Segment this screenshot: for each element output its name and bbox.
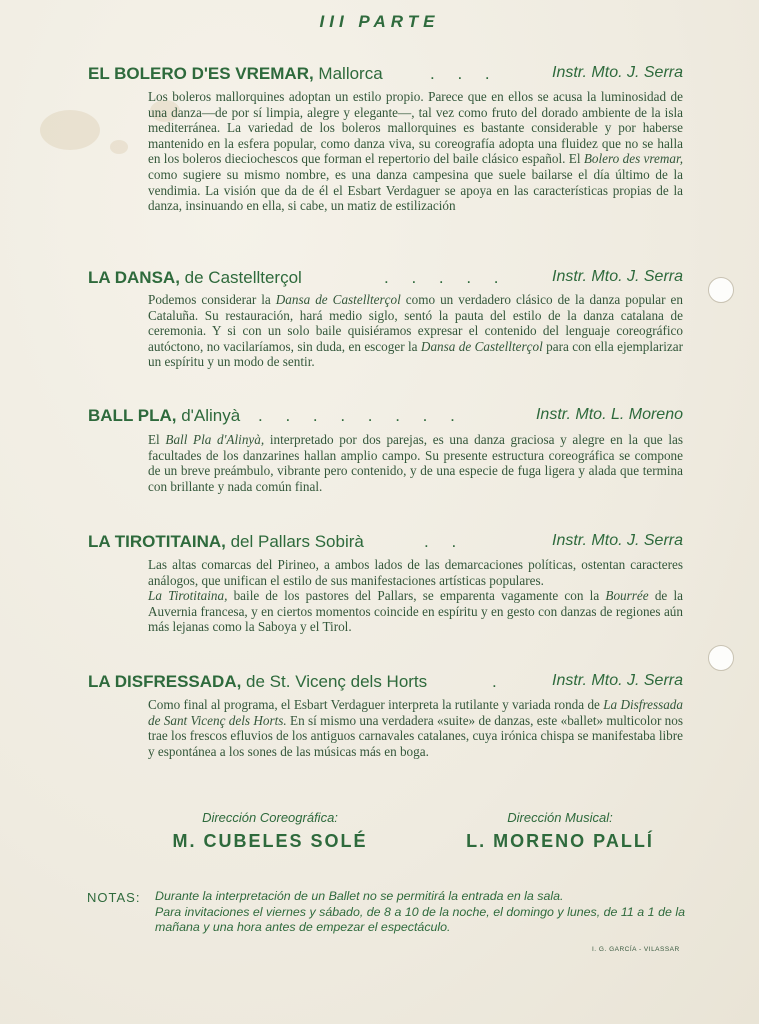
piece-description: [148, 89, 683, 214]
paper-stain: [110, 140, 128, 154]
music-direction-label: Dirección Musical:: [507, 810, 613, 825]
text-run: como un verdadero clásico de la danza popular en Cataluña. Su restauración, hará medio siglo, sentó la pauta del estilo de la danza catalana de ceremonia. Y si con un solo baile quisiéramos expresar el contenido del lenguaje coreográfico autóctono, no vacilaríamos, sin duda, en escoger la: [148, 292, 683, 354]
piece-instructor: Instr. Mto. J. Serra: [552, 672, 683, 689]
piece-instructor: Instr. Mto. L. Moreno: [535, 406, 683, 423]
text-run: baile de los pastores del Pallars, se emparenta vagamente con la: [227, 588, 606, 604]
piece-heading: [88, 406, 683, 430]
text-run: Podemos considerar la: [148, 292, 276, 307]
piece-title-bold: EL BOLERO D'ES VREMAR,: [88, 64, 314, 83]
italic-run: Dansa de Castellterçol: [275, 292, 401, 307]
punch-hole-top: [708, 277, 734, 303]
piece-title-bold: LA DANSA,: [88, 268, 180, 287]
italic-run: Bourrée: [605, 588, 649, 604]
piece-title-bold: BALL PLA,: [88, 406, 177, 425]
piece-instructor: Instr. Mto. J. Serra: [552, 532, 683, 549]
leader-dots: . . .: [430, 64, 499, 83]
piece-title: [88, 672, 427, 692]
piece-title-rest: Mallorca: [313, 64, 383, 83]
text-run: interpretado por dos parejas, es una danza graciosa y alegre en la que las facultades de los danzarines hallan amplio campo. Su presente estructura coreográfica se compone de un breve preámbulo, vibrante pero contenido, y de una especie de fuga ligera y alada que termina con brillante y nada común final.: [148, 432, 683, 494]
notes-line: Para invitaciones el viernes y sábado, de 8 a 10 de la noche, el domingo y lunes, de 11 a 1 de la mañana y una hora antes de empezar el espectáculo.: [155, 904, 685, 934]
text-run: para con ella ejemplarizar un espíritu y un modo de sentir.: [148, 338, 683, 370]
piece-heading: [88, 64, 683, 88]
text-run: Como final al programa, el Esbart Verdaguer interpreta la rutilante y variada ronda de: [148, 697, 604, 712]
choreography-director-name: M. CUBELES SOLÉ: [172, 831, 368, 851]
punch-hole-bottom: [708, 645, 734, 671]
leader-dots: .: [492, 672, 506, 691]
piece-title: [88, 532, 364, 552]
piece-heading: [88, 672, 683, 696]
italic-run: Ball Pla d'Alinyà,: [165, 432, 265, 447]
piece-title-rest: de St. Vicenç dels Horts: [241, 672, 428, 691]
piece-title-rest: del Pallars Sobirà: [225, 532, 364, 551]
text-run: El: [148, 432, 166, 447]
italic-run: Dansa de Castellterçol: [420, 338, 543, 354]
piece-title-rest: de Castellterçol: [179, 268, 302, 287]
piece-title-rest: d'Alinyà: [176, 406, 241, 425]
italic-run: Bolero des vremar,: [583, 151, 683, 167]
paper-stain: [40, 110, 100, 150]
text-run: de la Auvernia francesa, y en ciertos momentos coincide en espíritu y en gesto con danzas de regiones aún más lejanas como la Saboya y el Tirol.: [148, 588, 683, 635]
text-run: Los boleros mallorquines adoptan un estilo propio. Parece que en ellos se acusa la luminosidad de una danza—de por sí limpia, alegre y elegante—, tal vez como fruto del dorado ambiente de la isla mediterránea. La variedad de los boleros mallorquines es bastante considerable y por haberse mantenido en la esfera popular, como danza viva, su coreografía adopta una fluidez que no se halla en los boleros dieciochescos que forman el repertorio del baile clásico español. El: [148, 89, 683, 167]
piece-title: [88, 406, 240, 426]
leader-dots: . .: [424, 532, 466, 551]
piece-title-bold: LA DISFRESSADA,: [88, 672, 242, 691]
piece-description: [148, 697, 683, 759]
italic-run: La Disfressada de Sant Vicenç dels Horts.: [148, 697, 683, 728]
piece-title: [88, 64, 383, 84]
text-run: Las altas comarcas del Pirineo, a ambos lados de las demarcaciones políticas, ostentan caracteres análogos, que unifican el estilo de sus manifestaciones artísticas populares.: [148, 557, 683, 588]
choreography-direction-label: Dirección Coreográfica:: [202, 810, 338, 825]
notes-text: [155, 889, 685, 936]
piece-heading: [88, 532, 683, 556]
piece-description: [148, 432, 683, 494]
piece-instructor: Instr. Mto. J. Serra: [552, 64, 683, 81]
leader-dots: . . . . . . . .: [258, 406, 464, 425]
italic-run: La Tirotitaina,: [148, 588, 228, 604]
leader-dots: . . . . .: [384, 268, 508, 287]
piece-heading: [88, 268, 683, 292]
text-run: En sí mismo una verdadera «suite» de danzas, este «ballet» multicolor nos trae los frescos efluvios de los antiguos carnavales catalanes, cuya irónica chispa se manifestaba libre y espontánea a los sones de las músicas más en boga.: [148, 712, 684, 759]
notes-line: Durante la interpretación de un Ballet no se permitirá la entrada en la sala.: [155, 889, 564, 903]
piece-description: [148, 292, 683, 370]
text-run: como sugiere su mismo nombre, es una danza campesina que suele bailarse el día último de la vendimia. La visión que da de él el Esbart Verdaguer se apoya en las características propias de la danza, insinuando en ella, si cabe, un matiz de estilización: [148, 166, 683, 214]
music-director-name: L. MORENO PALLÍ: [466, 831, 654, 851]
piece-title: [88, 268, 302, 288]
piece-instructor: Instr. Mto. J. Serra: [552, 268, 683, 285]
printer-credit: I. G. GARCÍA - VILASSAR: [592, 946, 680, 953]
part-title: III PARTE: [319, 12, 440, 31]
notes-label: NOTAS:: [87, 890, 141, 905]
piece-description: [148, 557, 683, 635]
piece-title-bold: LA TIROTITAINA,: [88, 532, 226, 551]
